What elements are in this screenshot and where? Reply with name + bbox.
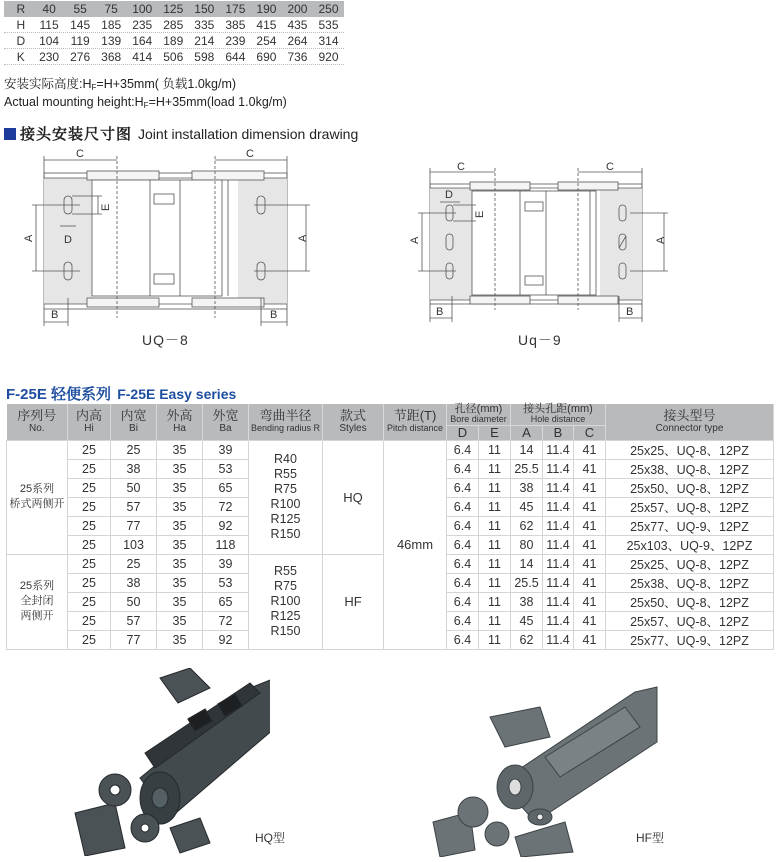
cell: 920: [318, 49, 339, 64]
cell-connector: 25x77、UQ-9、12PZ: [606, 516, 774, 535]
cell-c: 41: [574, 611, 606, 630]
dimension-table: [4, 1, 344, 65]
pitch-value: 46mm: [384, 440, 447, 649]
cell-a: 62: [511, 630, 543, 649]
cell: 55: [73, 2, 87, 16]
svg-text:A: A: [23, 234, 35, 242]
cell-bi: 38: [111, 573, 157, 592]
cell: 119: [70, 33, 90, 48]
header-styles: 款式 Styles: [323, 404, 384, 440]
hf-cable-chain-image-icon: [425, 672, 660, 857]
cell: 104: [39, 33, 60, 48]
cell-bi: 57: [111, 497, 157, 516]
cell-a: 45: [511, 611, 543, 630]
svg-text:E: E: [474, 210, 486, 218]
blue-square-icon: [4, 128, 16, 140]
header-pitch: 节距(T) Pitch distance: [384, 404, 447, 440]
cell: 314: [318, 33, 339, 48]
cell-ha: 35: [157, 554, 203, 573]
cell-c: 41: [574, 497, 606, 516]
cell-ha: 35: [157, 630, 203, 649]
header-b: B: [543, 425, 574, 440]
cell-ha: 35: [157, 573, 203, 592]
cell: 264: [287, 33, 308, 48]
cell: 285: [163, 17, 184, 32]
table-row: [7, 440, 774, 459]
cell-hi: 25: [68, 611, 111, 630]
svg-text:D: D: [445, 189, 453, 201]
cell-connector: 25x25、UQ-8、12PZ: [606, 440, 774, 459]
cell: 415: [256, 17, 277, 32]
drawing-label-uq9: Uq－9: [518, 332, 562, 348]
svg-text:C: C: [457, 161, 465, 173]
note-sub: F: [91, 83, 97, 92]
cell: 189: [163, 33, 184, 48]
header-no: 序列号 No.: [7, 404, 68, 440]
cell-hi: 25: [68, 554, 111, 573]
cell: 125: [163, 2, 184, 16]
header-bi: 内宽 Bi: [111, 404, 157, 440]
cell: 736: [287, 49, 308, 64]
cell-d: 6.4: [447, 630, 479, 649]
drawing-uq8: [20, 148, 320, 328]
cell: 190: [256, 2, 277, 16]
drawing-label-uq8: UQ－8: [142, 332, 189, 348]
cell-d: 6.4: [447, 592, 479, 611]
cell: 139: [101, 33, 122, 48]
cell-c: 41: [574, 535, 606, 554]
cell-connector: 25x38、UQ-8、12PZ: [606, 459, 774, 478]
cell-e: 11: [479, 497, 511, 516]
cell-a: 62: [511, 516, 543, 535]
cell-bi: 77: [111, 516, 157, 535]
cell: 598: [194, 49, 215, 64]
header-d: D: [447, 425, 479, 440]
cell-d: 6.4: [447, 440, 479, 459]
cell-hi: 25: [68, 592, 111, 611]
cell-e: 11: [479, 440, 511, 459]
dimension-row-d: [4, 33, 344, 49]
cell-b: 11.4: [543, 516, 574, 535]
cell: 115: [39, 17, 59, 32]
header-a: A: [511, 425, 543, 440]
cell-d: 6.4: [447, 459, 479, 478]
hf-product-photo: [425, 672, 660, 862]
row-label: R: [16, 2, 26, 16]
cell: 506: [163, 49, 184, 64]
hq-cable-chain-image-icon: [60, 668, 270, 856]
svg-text:B: B: [626, 306, 634, 318]
cell-ha: 35: [157, 478, 203, 497]
cell-bi: 50: [111, 478, 157, 497]
cell-connector: 25x57、UQ-8、12PZ: [606, 497, 774, 516]
cell-bi: 57: [111, 611, 157, 630]
cell-hi: 25: [68, 478, 111, 497]
cell: 214: [194, 33, 215, 48]
cell-b: 11.4: [543, 592, 574, 611]
cell-c: 41: [574, 592, 606, 611]
cell: 276: [70, 49, 91, 64]
cell-c: 41: [574, 554, 606, 573]
cell-e: 11: [479, 630, 511, 649]
svg-text:A: A: [297, 234, 309, 242]
cell-ba: 72: [203, 497, 249, 516]
cell-ba: 72: [203, 611, 249, 630]
series-title-cn: F-25E 轻便系列: [6, 386, 112, 403]
cell-c: 41: [574, 440, 606, 459]
cell-ha: 35: [157, 459, 203, 478]
cell-b: 11.4: [543, 554, 574, 573]
cell: 385: [225, 17, 246, 32]
cell-b: 11.4: [543, 535, 574, 554]
cell: 368: [101, 49, 122, 64]
cell-e: 11: [479, 611, 511, 630]
radii-hf: R55 R75 R100 R125 R150: [249, 554, 323, 649]
cell-b: 11.4: [543, 478, 574, 497]
cell-bi: 50: [111, 592, 157, 611]
drawing-uq9: [408, 160, 678, 325]
cell: 239: [225, 33, 246, 48]
cell: 100: [132, 2, 153, 16]
cell: 150: [194, 2, 215, 16]
hf-photo-label: HF型: [636, 831, 664, 845]
cell-d: 6.4: [447, 497, 479, 516]
note-text: 安装实际高度:H: [4, 77, 92, 91]
cell-ha: 35: [157, 535, 203, 554]
cell-ha: 35: [157, 592, 203, 611]
cell: 250: [318, 2, 339, 16]
svg-text:C: C: [606, 161, 614, 173]
cell: 145: [70, 17, 91, 32]
cell-a: 38: [511, 592, 543, 611]
header-connector: 接头型号 Connector type: [606, 404, 774, 440]
cell-bi: 103: [111, 535, 157, 554]
svg-text:C: C: [246, 148, 254, 160]
cell-hi: 25: [68, 573, 111, 592]
cell-ha: 35: [157, 516, 203, 535]
svg-text:A: A: [409, 236, 421, 244]
dimension-row-r: [4, 1, 344, 17]
uq8-dimension-diagram-icon: [20, 148, 320, 328]
cell-a: 38: [511, 478, 543, 497]
cell-ba: 39: [203, 440, 249, 459]
cell-d: 6.4: [447, 478, 479, 497]
header-hi: 内高 Hi: [68, 404, 111, 440]
cell-connector: 25x25、UQ-8、12PZ: [606, 554, 774, 573]
cell-a: 25.5: [511, 459, 543, 478]
header-ha: 外高 Ha: [157, 404, 203, 440]
uq9-dimension-diagram-icon: [408, 160, 678, 325]
cell-bi: 77: [111, 630, 157, 649]
section-title-en: Joint installation dimension drawing: [138, 125, 359, 142]
cell-ba: 65: [203, 592, 249, 611]
svg-text:B: B: [270, 309, 278, 321]
cell-hi: 25: [68, 497, 111, 516]
cell-c: 41: [574, 459, 606, 478]
cell-e: 11: [479, 478, 511, 497]
cell-connector: 25x50、UQ-8、12PZ: [606, 478, 774, 497]
section-title-cn: 接头安装尺寸图: [20, 126, 133, 143]
svg-text:C: C: [76, 148, 84, 160]
cell: 644: [225, 49, 246, 64]
cell: 164: [132, 33, 153, 48]
cell-d: 6.4: [447, 611, 479, 630]
mounting-height-note: [4, 77, 287, 113]
cell-a: 25.5: [511, 573, 543, 592]
spec-table: [6, 404, 774, 650]
cell-hi: 25: [68, 630, 111, 649]
cell: 40: [42, 2, 56, 16]
header-hole: 接头孔距(mm) Hole distance: [511, 404, 606, 425]
svg-text:B: B: [51, 309, 59, 321]
note-text: Actual mounting height:H: [4, 95, 144, 109]
cell-e: 11: [479, 592, 511, 611]
cell-b: 11.4: [543, 573, 574, 592]
cell-hi: 25: [68, 459, 111, 478]
row-label: K: [16, 49, 25, 64]
joint-section-title: [4, 123, 358, 144]
cell-b: 11.4: [543, 459, 574, 478]
cell-b: 11.4: [543, 611, 574, 630]
cell-c: 41: [574, 516, 606, 535]
cell-d: 6.4: [447, 554, 479, 573]
header-bore: 孔径(mm) Bore diameter: [447, 404, 511, 425]
cell-ha: 35: [157, 497, 203, 516]
cell-e: 11: [479, 573, 511, 592]
cell-a: 45: [511, 497, 543, 516]
header-c: C: [574, 425, 606, 440]
cell: 75: [104, 2, 118, 16]
cell-b: 11.4: [543, 630, 574, 649]
cell-bi: 38: [111, 459, 157, 478]
note-text: =H+35mm( 负载1.0kg/m): [96, 77, 237, 91]
cell: 175: [225, 2, 246, 16]
cell-connector: 25x103、UQ-9、12PZ: [606, 535, 774, 554]
cell-ba: 65: [203, 478, 249, 497]
cell: 435: [287, 17, 308, 32]
header-e: E: [479, 425, 511, 440]
cell: 335: [194, 17, 215, 32]
cell-d: 6.4: [447, 535, 479, 554]
cell-d: 6.4: [447, 516, 479, 535]
cell-connector: 25x50、UQ-8、12PZ: [606, 592, 774, 611]
cell: 535: [318, 17, 339, 32]
cell-ba: 92: [203, 516, 249, 535]
svg-text:A: A: [655, 236, 667, 244]
cell-a: 14: [511, 554, 543, 573]
series-title: [6, 383, 236, 404]
cell-ba: 53: [203, 573, 249, 592]
cell-e: 11: [479, 535, 511, 554]
mounting-note-cn: [4, 77, 287, 95]
cell: 230: [39, 49, 60, 64]
note-text: =H+35mm(load 1.0kg/m): [148, 95, 287, 109]
cell: 254: [256, 33, 277, 48]
cell-ha: 35: [157, 440, 203, 459]
hq-product-photo: [60, 668, 270, 861]
cell-hi: 25: [68, 440, 111, 459]
cell-connector: 25x77、UQ-9、12PZ: [606, 630, 774, 649]
cell: 235: [132, 17, 153, 32]
cell-ba: 118: [203, 535, 249, 554]
cell-d: 6.4: [447, 573, 479, 592]
svg-text:E: E: [100, 203, 112, 211]
cell-connector: 25x57、UQ-8、12PZ: [606, 611, 774, 630]
cell-ba: 53: [203, 459, 249, 478]
cell: 414: [132, 49, 153, 64]
cell-bi: 25: [111, 440, 157, 459]
cell-hi: 25: [68, 516, 111, 535]
radii-hq: R40 R55 R75 R100 R125 R150: [249, 440, 323, 554]
cell-e: 11: [479, 516, 511, 535]
style-hf: HF: [323, 554, 384, 649]
dimension-row-h: [4, 17, 344, 33]
cell-e: 11: [479, 554, 511, 573]
cell-connector: 25x38、UQ-8、12PZ: [606, 573, 774, 592]
group-name-hf: 25系列 全封闭 两侧开: [7, 554, 68, 649]
cell-a: 14: [511, 440, 543, 459]
header-ba: 外宽 Ba: [203, 404, 249, 440]
cell-e: 11: [479, 459, 511, 478]
cell-ha: 35: [157, 611, 203, 630]
cell-c: 41: [574, 573, 606, 592]
cell-c: 41: [574, 630, 606, 649]
cell-ba: 92: [203, 630, 249, 649]
cell-hi: 25: [68, 535, 111, 554]
hq-photo-label: HQ型: [255, 831, 286, 845]
series-title-en: F-25E Easy series: [117, 386, 237, 402]
cell: 200: [287, 2, 308, 16]
row-label: H: [16, 17, 26, 32]
mounting-note-en: [4, 95, 287, 113]
svg-text:B: B: [436, 306, 444, 318]
dimension-row-k: [4, 49, 344, 65]
cell-b: 11.4: [543, 497, 574, 516]
cell: 185: [101, 17, 122, 32]
cell-a: 80: [511, 535, 543, 554]
note-sub: F: [143, 101, 149, 110]
row-label: D: [16, 33, 26, 48]
cell: 690: [256, 49, 277, 64]
cell-c: 41: [574, 478, 606, 497]
cell-bi: 25: [111, 554, 157, 573]
svg-text:D: D: [64, 234, 72, 246]
group-name-hq: 25系列 桥式两侧开: [7, 440, 68, 554]
cell-b: 11.4: [543, 440, 574, 459]
style-hq: HQ: [323, 440, 384, 554]
header-radius: 弯曲半径 Bending radius R: [249, 404, 323, 440]
cell-ba: 39: [203, 554, 249, 573]
